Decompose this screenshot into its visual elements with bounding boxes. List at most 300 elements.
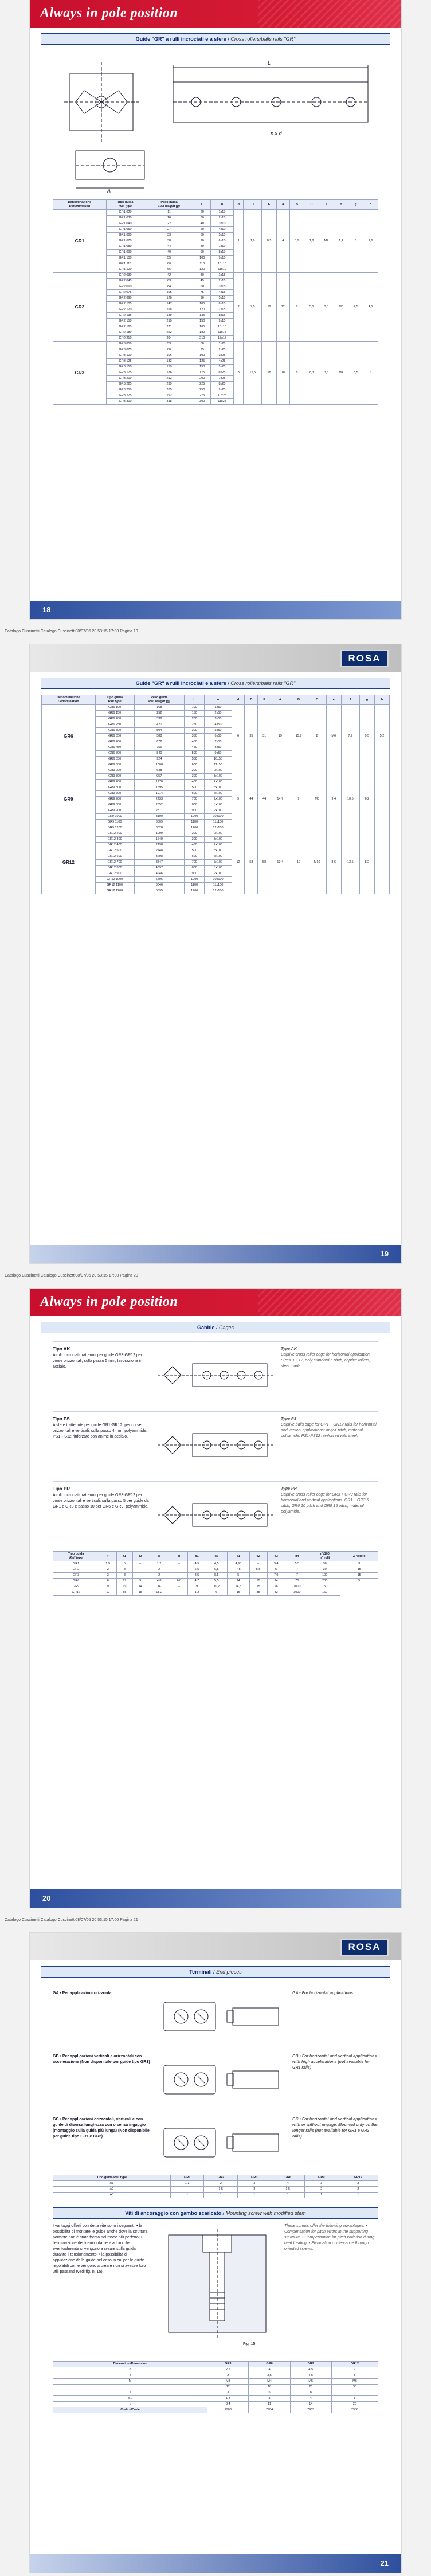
product-code: 7904 — [249, 2407, 290, 2413]
rail-dimension: 3,5 — [319, 342, 334, 405]
rail-holes: 4x50 — [205, 722, 232, 728]
rail-weight: 6595 — [134, 888, 184, 894]
rail-code: GR1 110 — [106, 261, 144, 267]
rail-holes: 9x100 — [205, 871, 232, 877]
col-d: d — [232, 695, 245, 705]
rail-holes: 13x15 — [210, 336, 234, 342]
rail-weight: 4397 — [134, 866, 184, 871]
cage-value: 9 — [99, 1584, 117, 1590]
rail-dimension: 6,2 — [359, 768, 374, 831]
cage-value: – — [132, 1567, 148, 1573]
dimension-value: 20 — [331, 2402, 378, 2407]
rail-code: GR1 100 — [106, 256, 144, 261]
rail-code: GR9 400 — [95, 780, 134, 785]
code-row — [53, 2407, 378, 2413]
col-d2: d2 — [206, 1552, 228, 1561]
table-row — [53, 210, 378, 216]
page-footer — [30, 601, 401, 619]
column-header: GR9 — [290, 2362, 331, 2367]
dimension-value: M — [53, 2379, 207, 2385]
table-row — [42, 705, 390, 711]
table-row — [53, 2367, 378, 2373]
rail-weight: 265 — [144, 387, 194, 393]
cage-value: – — [170, 1573, 188, 1579]
rail-holes: 5x10 — [210, 233, 234, 238]
rail-code: GR9 600 — [95, 791, 134, 797]
cage-value: 4,8 — [148, 1579, 170, 1584]
rail-holes: 10x25 — [210, 393, 234, 399]
cage-value: 26 — [267, 1584, 285, 1590]
cage-value: 38 — [309, 1561, 340, 1567]
col-e: e — [326, 695, 341, 705]
rail-dimension: 5,5 — [304, 273, 319, 342]
dimension-value: 2,5 — [207, 2367, 249, 2373]
rail-holes: 4x10 — [210, 227, 234, 233]
dimension-value: d — [53, 2367, 207, 2373]
group-name: GR3 — [53, 342, 107, 405]
rail-code: GR2 060 — [106, 284, 144, 290]
rail-weight: 2233 — [134, 797, 184, 802]
rail-code: GR6 100 — [95, 705, 134, 711]
screws-title: Viti di ancoraggio con gambo scaricato / Mounting screw with modified stem — [53, 2207, 378, 2219]
rail-length: 60 — [194, 284, 210, 290]
rail-length: 1000 — [185, 814, 205, 820]
rail-dimension: 8 — [289, 342, 304, 405]
end-piece-value: 1 — [304, 2193, 338, 2198]
title-en: Cross rollers/balls rails "GR" — [230, 36, 296, 42]
end-piece-label-it: GA • Per applicazioni orizzontali — [53, 1991, 114, 1995]
rail-length: 250 — [185, 722, 205, 728]
column-header: GR6 — [249, 2362, 290, 2367]
rail-holes: 4x100 — [205, 843, 232, 848]
rail-length: 400 — [185, 780, 205, 785]
rail-length: 300 — [185, 837, 205, 843]
title-it: Guide "GR" a rulli incrociati e a sfere — [135, 36, 226, 42]
rail-type: GR12 — [53, 1590, 99, 1596]
rail-holes: 3x25 — [210, 353, 234, 359]
rail-holes: 5x25 — [210, 365, 234, 370]
rail-dimension: 3 — [234, 342, 244, 405]
rail-length: 180 — [194, 330, 210, 336]
rail-holes: 1x50 — [205, 705, 232, 711]
rail-holes: 10x100 — [205, 814, 232, 820]
table-row — [53, 2396, 378, 2402]
cage-value: 15 — [340, 1573, 378, 1579]
rail-weight: 1914 — [134, 791, 184, 797]
column-header: GR12 — [338, 2175, 378, 2181]
dimension-value: 4 — [249, 2367, 290, 2373]
screws-section — [53, 2223, 378, 2355]
rail-length: 90 — [194, 296, 210, 302]
rail-code: GR2 105 — [106, 302, 144, 307]
cage-value: 8 — [117, 1567, 132, 1573]
col-weight: Peso guida Rail weight (g) — [134, 695, 184, 705]
rail-holes: 1x25 — [210, 342, 234, 347]
rail-length: 300 — [185, 728, 205, 734]
rail-weight: 212 — [144, 376, 194, 382]
cage-value: 15 — [340, 1567, 378, 1573]
rail-weight: 106 — [144, 353, 194, 359]
rail-length: 30 — [194, 216, 210, 221]
rail-weight: 1276 — [134, 780, 184, 785]
rail-holes: 8x15 — [210, 313, 234, 319]
rail-holes: 2x100 — [205, 831, 232, 837]
rail-holes: 4x100 — [205, 780, 232, 785]
cage-value: 5 — [228, 1573, 250, 1579]
rail-dimension: 8,6 — [326, 831, 341, 894]
rail-dimension: 12 — [289, 831, 308, 894]
cage-table — [53, 1551, 378, 1596]
rail-drawing-svg — [53, 50, 378, 194]
cage-value: 6 — [99, 1579, 117, 1584]
dimension-value: 5 — [331, 2396, 378, 2402]
rail-length: 1100 — [185, 883, 205, 888]
dimension-value: b — [53, 2402, 207, 2407]
catalog-page-18 — [30, 0, 401, 619]
cage-items — [53, 1341, 378, 1544]
rail-dimension: 6 — [232, 705, 245, 768]
svg-text:n x d: n x d — [271, 131, 282, 136]
rail-length: 250 — [194, 387, 210, 393]
dimension-value: d1 — [53, 2396, 207, 2402]
page-banner — [30, 1933, 401, 1960]
rail-code: GR12 1000 — [95, 877, 134, 883]
rail-code: GR9 1200 — [95, 825, 134, 831]
rail-holes: 3x100 — [205, 837, 232, 843]
rail-weight: 231 — [144, 324, 194, 330]
table-row — [53, 2181, 378, 2187]
rail-dimension: 18 — [276, 342, 289, 405]
cage-drawing — [158, 1486, 273, 1544]
cage-code-it: Tipo AK — [53, 1346, 70, 1352]
banner-slogan: Always in pole position — [40, 1294, 178, 1309]
rail-length: 800 — [185, 802, 205, 808]
rail-holes: 1x10 — [210, 210, 234, 216]
rail-holes: 3x50 — [205, 717, 232, 722]
rail-holes: 7x100 — [205, 860, 232, 866]
col-e: e — [319, 200, 334, 210]
end-piece-value: – — [170, 2187, 204, 2193]
rail-holes: 7x25 — [210, 376, 234, 382]
rail-holes: 6x100 — [205, 854, 232, 860]
rail-dimension: M8 — [308, 768, 326, 831]
cage-item — [53, 1341, 378, 1404]
group-name: GR12 — [42, 831, 96, 894]
col-g: g — [348, 200, 363, 210]
rail-dimension: 31 — [258, 705, 271, 768]
cage-value: 160 — [309, 1590, 340, 1596]
rail-length: 50 — [194, 227, 210, 233]
rail-code: GR1 090 — [106, 250, 144, 256]
end-piece-item — [53, 2049, 378, 2106]
dimension-value: M5 — [290, 2379, 331, 2385]
rail-dimension: 44 — [258, 768, 271, 831]
rail-length: 175 — [194, 370, 210, 376]
rail-weight: 1649 — [134, 837, 184, 843]
rail-length: 100 — [194, 353, 210, 359]
rail-length: 165 — [194, 324, 210, 330]
rosa-logo: ROSA — [340, 650, 389, 667]
cage-desc-it: A sfere trattenute per guide GR1-GR12, per corse orizzontali e verticali; sulla passo 4 mm; polyammide. PS1-PS12 rinforzate con anime in acciaio. — [53, 1423, 147, 1439]
svg-text:L: L — [268, 60, 271, 66]
rail-weight: 840 — [134, 751, 184, 757]
rail-holes: 10x10 — [210, 261, 234, 267]
rail-length: 400 — [185, 739, 205, 745]
end-piece-items — [53, 1986, 378, 2169]
page-banner — [30, 0, 401, 28]
rail-weight: 11 — [144, 210, 194, 216]
cage-desc-en: Captive cross roller cage for GR3 ÷ GR9 rails for horizontal and vertical applications. GR1 ÷ GR3 5 pitch, GR6 10 pitch and GR9 15 pitch; material polyamide. — [281, 1493, 369, 1514]
rail-code: GR3 200 — [106, 376, 144, 382]
catalog-page-19 — [30, 644, 401, 1263]
cage-value: – — [132, 1561, 148, 1567]
table-row — [53, 2193, 378, 2198]
rail-weight: 189 — [144, 313, 194, 319]
rail-code: GR3 250 — [106, 387, 144, 393]
cage-table-body — [53, 1561, 378, 1596]
rail-dimension: 12,5 — [244, 342, 262, 405]
rail-holes: 3x15 — [210, 284, 234, 290]
rail-length: 150 — [194, 365, 210, 370]
fig-label: Fig. 15 — [243, 2342, 256, 2346]
rail-length: 70 — [194, 238, 210, 244]
cage-value: 14 — [148, 1584, 170, 1590]
rail-weight: 2198 — [134, 843, 184, 848]
rail-code: GR2 030 — [106, 273, 144, 279]
spec-header-row — [53, 200, 378, 210]
dimension-value: 3,5 — [249, 2373, 290, 2379]
rail-code: GR1 040 — [106, 221, 144, 227]
dimension-value: M6 — [331, 2379, 378, 2385]
cage-value: 6,5 — [188, 1567, 206, 1573]
col-d3: d3 — [267, 1552, 285, 1561]
cage-value: 6,8 — [170, 1579, 188, 1584]
rail-length: 600 — [185, 854, 205, 860]
cage-value: – — [132, 1573, 148, 1579]
rail-length: 900 — [185, 808, 205, 814]
rail-dimension: 1,8 — [304, 210, 319, 273]
end-piece-label-it: GC • Per applicazioni orizzontali, verticali e con guide di diversa lunghezza con o senza ingaggio (montaggio sulla guida più lunga) (Non disponibile per guide tipo GR1 e GR2) — [53, 2117, 150, 2139]
dimension-value: s — [53, 2373, 207, 2379]
rail-code: GR3 075 — [106, 347, 144, 353]
dim-table-body — [53, 2367, 378, 2413]
rail-dimension: 8 — [308, 705, 326, 768]
spec-header-row — [42, 695, 390, 705]
col-rail-type: Tipo guida Rail type — [95, 695, 134, 705]
cage-item — [53, 1411, 378, 1474]
rail-type: GR9 — [53, 1584, 99, 1590]
cage-value: – — [249, 1561, 267, 1567]
end-piece-value: 4 — [271, 2181, 305, 2187]
column-header: Dimensioni/Dimension — [53, 2362, 207, 2367]
rail-length: 90 — [194, 250, 210, 256]
cage-value: 6,5 — [206, 1567, 228, 1573]
rail-weight: 1595 — [134, 785, 184, 791]
col-B: B — [289, 200, 304, 210]
rail-length: 225 — [194, 382, 210, 387]
cage-value: 5 — [340, 1579, 378, 1584]
rail-dimension: M6 — [326, 705, 341, 768]
rail-holes: 2x50 — [205, 711, 232, 717]
rail-holes: 11x100 — [205, 883, 232, 888]
rail-code: GR3 175 — [106, 370, 144, 376]
group-name: GR1 — [53, 210, 107, 273]
rail-weight: 3509 — [134, 820, 184, 825]
rail-weight: 44 — [144, 244, 194, 250]
cage-value: 5 — [267, 1567, 285, 1573]
cage-value: – — [170, 1590, 188, 1596]
rail-weight: 957 — [134, 774, 184, 780]
rail-weight: 168 — [134, 705, 184, 711]
rail-code: GR1 080 — [106, 244, 144, 250]
rail-code: GR12 900 — [95, 871, 134, 877]
rail-dimension — [374, 831, 389, 894]
print-slug: Catalogo Cuscinetti Catalogo Cuscinetti08/07/05 20:53:15 17:00 Pagina 20 — [5, 1274, 138, 1278]
rail-weight: 3190 — [134, 814, 184, 820]
rail-code: GR2 090 — [106, 296, 144, 302]
cage-value: 7,9 — [267, 1573, 285, 1579]
rail-length: 75 — [194, 290, 210, 296]
rail-holes: 3x10 — [210, 221, 234, 227]
cage-value: 15 — [228, 1590, 250, 1596]
rail-dimension: M3 — [334, 273, 348, 342]
rail-holes: 7x15 — [210, 307, 234, 313]
end-piece-value: 3 — [237, 2181, 271, 2187]
col-h: h — [363, 200, 378, 210]
end-piece-value: 1 — [204, 2193, 238, 2198]
rail-weight: 5496 — [134, 877, 184, 883]
rail-holes: 2x15 — [210, 279, 234, 284]
dim-table-wrapper — [53, 2361, 378, 2413]
end-piece-value: 1 — [338, 2193, 378, 2198]
cage-value: 15 — [249, 1584, 267, 1590]
cage-desc-en: Captive cross roller cage for horizontal application. Sizes 3 ÷ 12, only standard 5 pitch, captive rollers, steel made. — [281, 1353, 371, 1368]
rail-dimension: 10,5 — [341, 768, 359, 831]
dim-header-row — [53, 2362, 378, 2367]
cage-value: 4,5 — [188, 1561, 206, 1567]
dimension-value: 11 — [249, 2402, 290, 2407]
rail-holes: 2x10 — [210, 216, 234, 221]
rail-weight: 336 — [134, 717, 184, 722]
rail-holes: 10x50 — [205, 757, 232, 762]
rail-weight: 16 — [144, 216, 194, 221]
rail-holes: 7x50 — [205, 739, 232, 745]
col-L: L — [194, 200, 210, 210]
col-d4: d4 — [285, 1552, 309, 1561]
rail-holes: 11x10 — [210, 267, 234, 273]
cage-item — [53, 1481, 378, 1544]
col-t2: t2 — [132, 1552, 148, 1561]
col-f: f — [341, 695, 359, 705]
cage-code-it: Tipo PR — [53, 1486, 70, 1491]
cage-value: 7,5 — [228, 1567, 250, 1573]
rail-holes: 9x100 — [205, 808, 232, 814]
col-weight: Peso guida Rail weight (g) — [144, 200, 194, 210]
cage-value: 18 — [132, 1590, 148, 1596]
rail-holes: 6x15 — [210, 302, 234, 307]
cage-code-it: Tipo PS — [53, 1416, 70, 1422]
cage-value: – — [170, 1561, 188, 1567]
cage-value: 5,5 — [206, 1579, 228, 1584]
dimension-value: 14 — [290, 2402, 331, 2407]
rail-holes: 9x10 — [210, 256, 234, 261]
rail-dimension: 5,2 — [374, 705, 389, 768]
column-header: Tipo guida/Rail type — [53, 2175, 171, 2181]
cage-value: 4,5 — [206, 1561, 228, 1567]
dimension-value: 1,3 — [207, 2396, 249, 2402]
rail-code: GR9 900 — [95, 808, 134, 814]
page-footer — [30, 1245, 401, 1263]
dimension-value: 8,4 — [207, 2402, 249, 2407]
product-code: 7906 — [331, 2407, 378, 2413]
rail-code: GR3 275 — [106, 393, 144, 399]
cage-value: – — [170, 1567, 188, 1573]
col-d: d — [170, 1552, 188, 1561]
rail-length: 120 — [194, 307, 210, 313]
rail-code: GR6 450 — [95, 745, 134, 751]
col-D: D — [245, 695, 258, 705]
end-piece-value: A1 — [53, 2181, 171, 2187]
rail-holes: 4x15 — [210, 290, 234, 296]
page-banner — [30, 1289, 401, 1316]
rail-code: GR12 600 — [95, 854, 134, 860]
rail-holes: 4x25 — [210, 359, 234, 365]
rail-length: 50 — [194, 342, 210, 347]
page-number: 19 — [380, 1250, 389, 1258]
cage-value: 150 — [309, 1584, 340, 1590]
rail-code: GR12 200 — [95, 831, 134, 837]
rail-weight: 6046 — [134, 883, 184, 888]
rail-dimension: 1,4 — [334, 210, 348, 273]
rail-code: GR6 350 — [95, 734, 134, 739]
rail-code: GR12 300 — [95, 837, 134, 843]
rail-code: GR6 550 — [95, 757, 134, 762]
rail-code: GR2 150 — [106, 319, 144, 324]
rail-length: 1200 — [185, 825, 205, 831]
cage-value: 2 — [148, 1573, 170, 1579]
dimension-value: 30 — [331, 2385, 378, 2390]
cage-value: 1,2 — [188, 1590, 206, 1596]
rail-code: GR9 300 — [95, 774, 134, 780]
cage-value: 7 — [285, 1573, 309, 1579]
page-number: 20 — [42, 1894, 51, 1902]
rail-dimension: 12 — [262, 273, 277, 342]
rail-dimension: 12 — [276, 273, 289, 342]
col-denomination: Denominazione Denomination — [53, 200, 107, 210]
cage-value: 55 — [117, 1590, 132, 1596]
group-name: GR2 — [53, 273, 107, 342]
end-piece-item — [53, 2112, 378, 2169]
col-rail-type: Tipo guida Rail type — [53, 1552, 99, 1561]
cage-desc-it: A rulli incrociati trattenuti per guide GR3-GR12 per corse orizzontali e verticali; sulla passo 5 per guide da GR1 e GR3 e passo 10 per GR6 e GR9; polyammide. — [53, 1493, 149, 1509]
rail-length: 600 — [185, 762, 205, 768]
dimension-value: 3 — [249, 2396, 290, 2402]
cage-value: 15,2 — [148, 1590, 170, 1596]
rail-holes: 7x10 — [210, 244, 234, 250]
rail-weight: 318 — [144, 399, 194, 405]
cage-value: 75 — [285, 1579, 309, 1584]
rail-weight: 924 — [134, 757, 184, 762]
table-row — [53, 2379, 378, 2385]
col-n: n — [205, 695, 232, 705]
dimension-value: 4 — [290, 2396, 331, 2402]
screws-text-en: These screws offer the following advantages: • Compensation for pitch errors in the supporting structure. • Compensation for pitch variation during heat treating. • Elimination of clearance through oriented screws. — [284, 2224, 375, 2251]
rail-code: GR9 1100 — [95, 820, 134, 825]
end-piece-label-it: GB • Per applicazioni verticali e orizzontali con accelerazione (Non disponibile per guide tipo GR1) — [53, 2054, 150, 2064]
rail-holes: 6x100 — [205, 791, 232, 797]
rail-length: 125 — [194, 359, 210, 365]
cage-value: 32 — [267, 1590, 285, 1596]
